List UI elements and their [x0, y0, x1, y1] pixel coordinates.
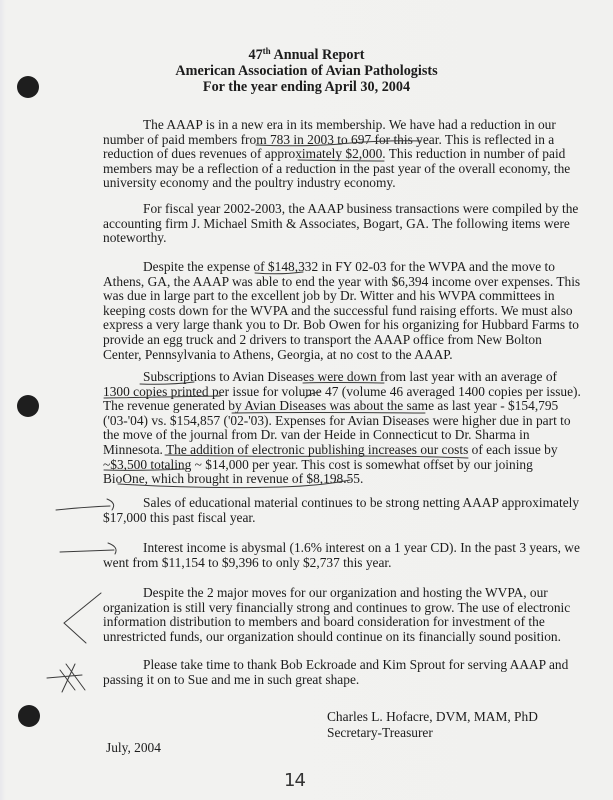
text-line: The revenue generated by Avian Diseases was about the same as last year - $154,795 — [103, 398, 559, 414]
text-line: ('03-'04) vs. $154,857 ('02-'03). Expenses for Avian Diseases were higher due in part to — [103, 412, 571, 428]
text-line: number of paid members from 783 in 2003 to 697 for this year. This is reflected in a — [103, 131, 555, 147]
text-line: For fiscal year 2002-2003, the AAAP business transactions were compiled by the — [143, 201, 579, 216]
text-line: was due in large part to the excellent job by Dr. Witter and his WVPA committees in — [103, 288, 555, 304]
text-line: unrestricted funds, our organization should continue on its financially sound position. — [103, 628, 561, 644]
signatory-name: Charles L. Hofacre, DVM, MAM, PhD — [327, 709, 538, 724]
text-line: provide an egg truck and 2 drivers to transport the AAAP office from New Bolton — [103, 331, 542, 347]
paragraph-thanks — [103, 658, 583, 687]
report-title: 47th Annual Report — [248, 46, 365, 63]
signature-block — [327, 709, 538, 741]
text-line: Sales of educational material continues to be strong netting AAAP approximately — [143, 495, 580, 510]
text-line: keeping costs down for the WVPA and the successful fund raising efforts. We must also — [103, 302, 573, 318]
handwritten-page-number: 14 — [284, 770, 305, 791]
hole-punch-bottom — [18, 705, 40, 727]
text-line: passing it on to Sue and me in such great shape. — [103, 671, 360, 687]
text-line: organization is still very financially strong and continues to grow. The use of electronic — [103, 599, 571, 615]
organization-name: American Association of Avian Pathologists — [175, 63, 438, 79]
hole-punch-middle — [17, 395, 39, 417]
report-period: For the year ending April 30, 2004 — [202, 79, 411, 95]
signatory-title: Secretary-Treasurer — [327, 725, 433, 740]
text-line: The AAAP is in a new era in its membership. We have had a reduction in our — [143, 117, 556, 132]
text-line: Athens, GA, the AAAP was able to end the year with $6,394 income over expenses. This — [103, 273, 581, 289]
text-line: Despite the expense of $148,332 in FY 02-03 for the WVPA and the move to — [143, 259, 555, 274]
text-line: Interest income is abysmal (1.6% interest on a 1 year CD). In the past 3 years, we — [143, 540, 580, 555]
star-mark — [47, 664, 85, 692]
paragraph-educational-sales — [103, 496, 583, 525]
paragraph-financial-strength — [103, 586, 583, 644]
text-line: went from $11,154 to $9,396 to only $2,737 this year. — [103, 554, 392, 570]
bracket-mark — [64, 593, 101, 643]
report-header — [0, 47, 613, 95]
text-line: university economy and the poultry industry economy. — [103, 175, 396, 191]
text-line: BioOne, which brought in revenue of $8,198.55. — [103, 471, 364, 487]
text-line: information distribution to members and board consideration for investment of the — [103, 614, 545, 630]
text-line: Despite the 2 major moves for our organization and hosting the WVPA, our — [143, 585, 548, 600]
text-line: members may be a reflection of a reduction in the past year of the overall economy, the — [103, 160, 571, 176]
paragraph-wvpa-expense — [103, 260, 583, 362]
text-line: $17,000 this past fiscal year. — [103, 509, 256, 525]
text-line: Subscriptions to Avian Diseases were down from last year with an average of — [143, 369, 558, 384]
text-line: express a very large thank you to Dr. Bob Owen for his organizing for Hubbard Farms to — [103, 317, 579, 333]
text-line: reduction of dues revenues of approximately $2,000. This reduction in number of paid — [103, 146, 566, 162]
paragraph-membership — [103, 118, 583, 191]
paragraph-fiscal-year — [103, 202, 583, 246]
text-line: Center, Pennsylvania to Athens, Georgia, at no cost to the AAAP. — [103, 346, 453, 362]
text-line: ~$3,500 totaling ~ $14,000 per year. This cost is somewhat offset by our joining — [103, 456, 533, 472]
text-line: Minnesota. The addition of electronic publishing increases our costs of each issue by — [103, 441, 558, 457]
arrow-mark — [56, 506, 110, 510]
paragraph-interest-income — [103, 541, 583, 570]
text-line: noteworthy. — [103, 230, 167, 246]
text-line: Please take time to thank Bob Eckroade and Kim Sprout for serving AAAP and — [143, 657, 569, 672]
document-date: July, 2004 — [106, 740, 161, 755]
paragraph-subscriptions — [103, 370, 583, 487]
text-line: 1300 copies printed per issue for volume 47 (volume 46 averaged 1400 copies per issue). — [103, 383, 581, 399]
text-line: accounting firm J. Michael Smith & Associates, Bogart, GA. The following items were — [103, 215, 570, 231]
text-line: the move of the journal from Dr. van der Heide in Connecticut to Dr. Sharma in — [103, 427, 530, 443]
